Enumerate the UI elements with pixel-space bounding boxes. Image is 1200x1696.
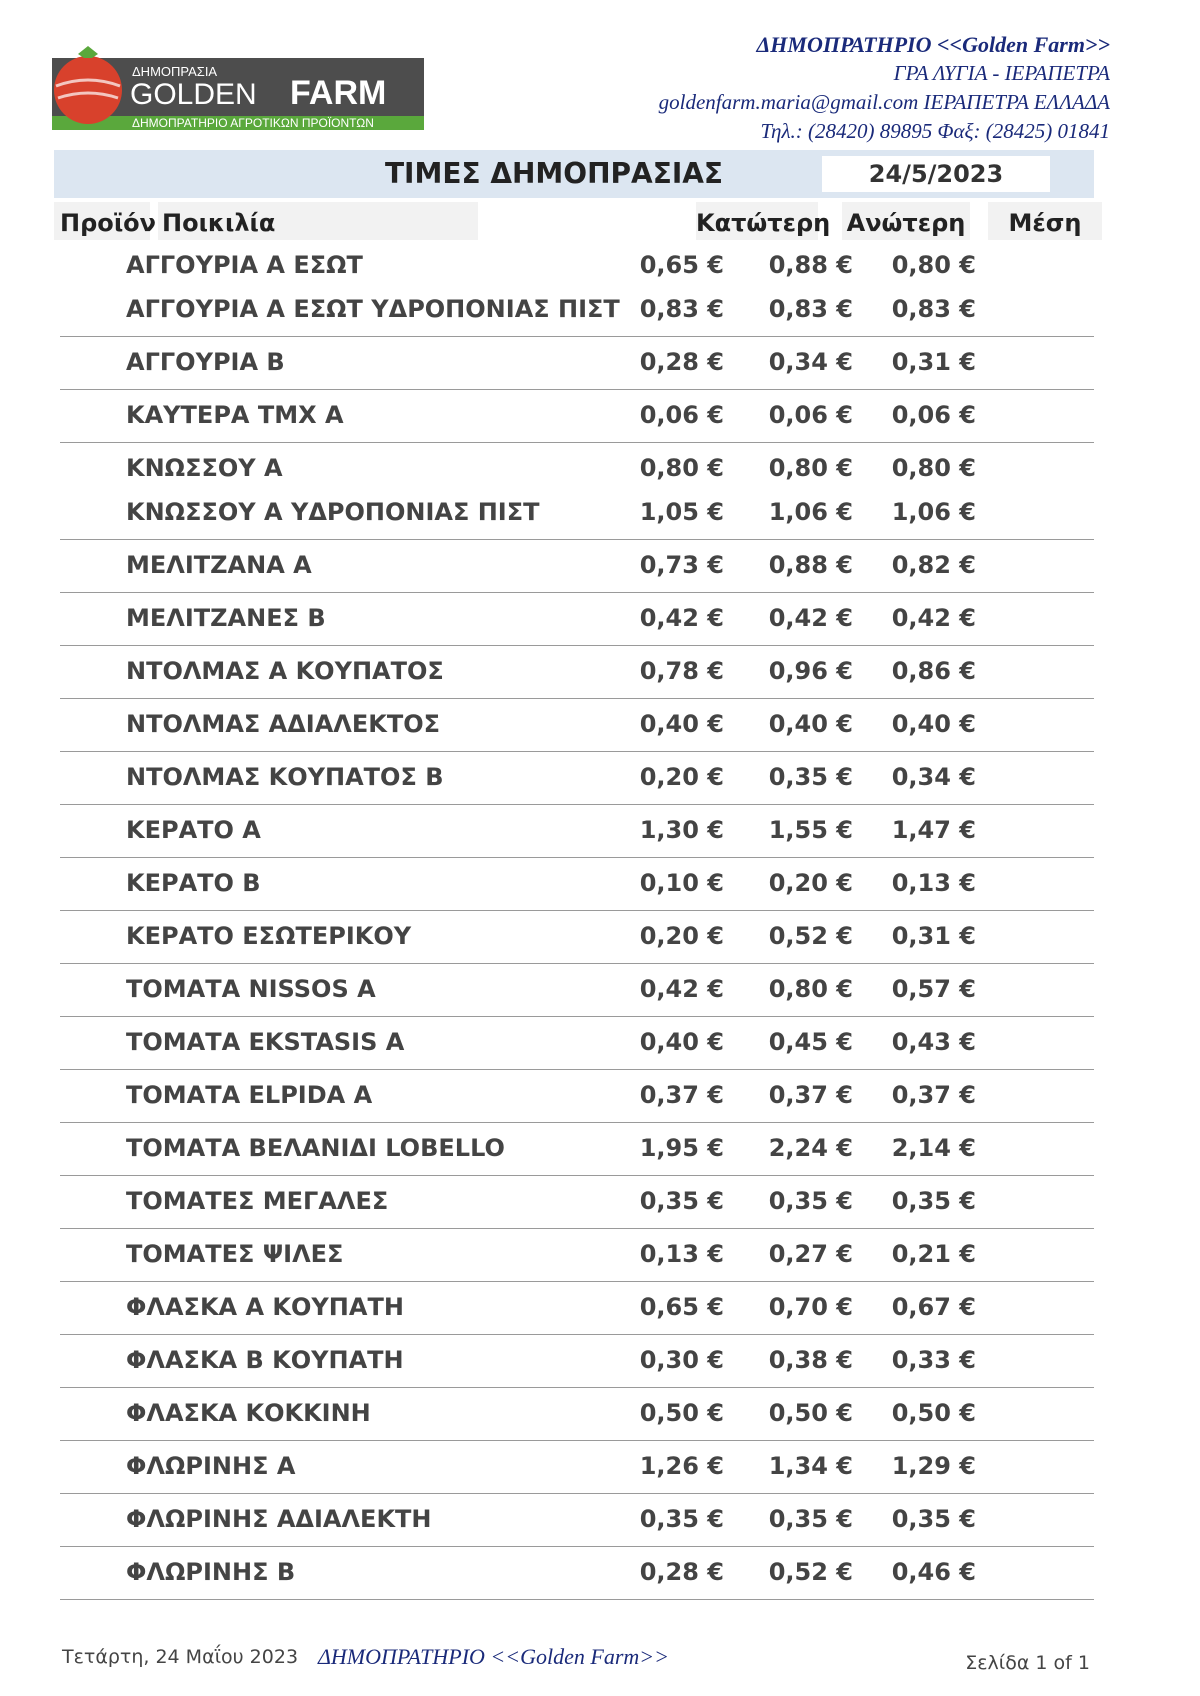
tomato-leaf-icon [78, 46, 98, 58]
tomato-icon [54, 56, 122, 124]
price-high: 0,50 € [768, 1399, 853, 1427]
auction-date: 24/5/2023 [822, 156, 1050, 192]
product-name: ΚΕΡΑΤΟ Α [126, 816, 261, 844]
table-row-group [60, 593, 1094, 646]
table-row [60, 543, 1094, 587]
price-low: 0,30 € [639, 1346, 724, 1374]
price-high: 0,80 € [768, 975, 853, 1003]
product-name: ΤΟΜΑΤΑ ΒΕΛΑΝΙΔΙ LOBELLO [126, 1134, 505, 1162]
contact-block [659, 30, 1110, 146]
price-high: 0,38 € [768, 1346, 853, 1374]
golden-farm-logo [52, 46, 424, 130]
product-name: ΚΑΥΤΕΡΑ ΤΜΧ Α [126, 401, 344, 429]
price-avg: 1,47 € [891, 816, 976, 844]
logo-brand-left: GOLDEN [130, 78, 257, 111]
price-high: 0,06 € [768, 401, 853, 429]
product-name: ΝΤΟΛΜΑΣ ΚΟΥΠΑΤΟΣ Β [126, 763, 444, 791]
price-low: 1,95 € [639, 1134, 724, 1162]
price-avg: 0,34 € [891, 763, 976, 791]
price-avg: 0,35 € [891, 1187, 976, 1215]
price-avg: 0,42 € [891, 604, 976, 632]
table-row-group [60, 911, 1094, 964]
product-name: ΑΓΓΟΥΡΙΑ Α ΕΣΩΤ ΥΔΡΟΠΟΝΙΑΣ ΠΙΣΤ [126, 295, 620, 323]
product-name: ΦΛΑΣΚΑ ΚΟΚΚΙΝΗ [126, 1399, 371, 1427]
table-row-group [60, 1282, 1094, 1335]
product-name: ΜΕΛΙΤΖΑΝΕΣ Β [126, 604, 326, 632]
table-row [60, 1179, 1094, 1223]
table-row-group [60, 337, 1094, 390]
table-row [60, 967, 1094, 1011]
price-high: 0,35 € [768, 1505, 853, 1533]
table-row-group [60, 443, 1094, 540]
table-row [60, 1497, 1094, 1541]
logo-tagline: ΔΗΜΟΠΡΑΤΗΡΙΟ ΑΓΡΟΤΙΚΩΝ ΠΡΟΪΟΝΤΩΝ [132, 116, 374, 130]
table-row-group [60, 1176, 1094, 1229]
product-name: ΤΟΜΑΤΕΣ ΜΕΓΑΛΕΣ [126, 1187, 389, 1215]
price-avg: 0,80 € [891, 454, 976, 482]
price-low: 0,10 € [639, 869, 724, 897]
price-avg: 0,50 € [891, 1399, 976, 1427]
logo-small-text: ΔΗΜΟΠΡΑΣΙΑ [132, 64, 218, 79]
table-row [60, 1126, 1094, 1170]
footer-org: ΔΗΜΟΠΡΑΤΗΡΙΟ <<Golden Farm>> [318, 1644, 669, 1669]
table-row [60, 1338, 1094, 1382]
table-row [60, 1391, 1094, 1435]
product-name: ΚΝΩΣΣΟΥ Α [126, 454, 283, 482]
table-row-group [60, 540, 1094, 593]
table-row [60, 702, 1094, 746]
price-high: 0,20 € [768, 869, 853, 897]
product-name: ΑΓΓΟΥΡΙΑ Β [126, 348, 285, 376]
table-row [60, 1285, 1094, 1329]
price-high: 0,70 € [768, 1293, 853, 1321]
table-row [60, 808, 1094, 852]
price-avg: 2,14 € [891, 1134, 976, 1162]
price-high: 0,40 € [768, 710, 853, 738]
table-row [60, 243, 1094, 287]
price-table [60, 240, 1094, 1600]
price-low: 0,28 € [639, 348, 724, 376]
product-name: ΚΕΡΑΤΟ Β [126, 869, 261, 897]
table-row [60, 446, 1094, 490]
product-name: ΦΛΩΡΙΝΗΣ Α [126, 1452, 296, 1480]
contact-phone: Τηλ.: (28420) 89895 Φαξ: (28425) 01841 [760, 119, 1110, 143]
price-high: 0,42 € [768, 604, 853, 632]
price-low: 1,26 € [639, 1452, 724, 1480]
price-high: 0,88 € [768, 251, 853, 279]
price-low: 0,65 € [639, 251, 724, 279]
price-low: 1,05 € [639, 498, 724, 526]
table-row-group [60, 752, 1094, 805]
price-low: 0,28 € [639, 1558, 724, 1586]
price-avg: 0,37 € [891, 1081, 976, 1109]
header-avg: Μέση [988, 202, 1102, 240]
price-high: 0,35 € [768, 763, 853, 791]
table-row-group [60, 964, 1094, 1017]
price-low: 0,20 € [639, 763, 724, 791]
price-avg: 0,35 € [891, 1505, 976, 1533]
price-low: 0,06 € [639, 401, 724, 429]
product-name: ΝΤΟΛΜΑΣ Α ΚΟΥΠΑΤΟΣ [126, 657, 444, 685]
header-low: Κατώτερη [696, 202, 818, 240]
price-high: 0,80 € [768, 454, 853, 482]
table-row [60, 649, 1094, 693]
product-name: ΤΟΜΑΤΑ ELPIDA A [126, 1081, 373, 1109]
contact-email: goldenfarm.maria@gmail.com ΙΕΡΑΠΕΤΡΑ ΕΛΛΑΔΑ [658, 90, 1110, 114]
table-row-group [60, 1441, 1094, 1494]
logo-brand-right: FARM [290, 74, 387, 112]
price-high: 0,37 € [768, 1081, 853, 1109]
price-low: 0,42 € [639, 604, 724, 632]
price-avg: 0,33 € [891, 1346, 976, 1374]
price-high: 0,34 € [768, 348, 853, 376]
table-row-group [60, 1017, 1094, 1070]
table-row [60, 490, 1094, 534]
table-row [60, 1550, 1094, 1594]
table-row-group [60, 646, 1094, 699]
footer-date: Τετάρτη, 24 Μαΐου 2023 [62, 1646, 299, 1668]
product-name: ΝΤΟΛΜΑΣ ΑΔΙΑΛΕΚΤΟΣ [126, 710, 441, 738]
price-low: 0,65 € [639, 1293, 724, 1321]
table-row-group [60, 805, 1094, 858]
header-high: Ανώτερη [842, 202, 970, 240]
price-low: 0,13 € [639, 1240, 724, 1268]
price-avg: 0,31 € [891, 922, 976, 950]
price-high: 1,06 € [768, 498, 853, 526]
table-row-group [60, 1388, 1094, 1441]
product-name: ΦΛΩΡΙΝΗΣ ΑΔΙΑΛΕΚΤΗ [126, 1505, 432, 1533]
price-avg: 0,43 € [891, 1028, 976, 1056]
table-row [60, 1444, 1094, 1488]
table-row [60, 1073, 1094, 1117]
product-name: ΤΟΜΑΤΕΣ ΨΙΛΕΣ [126, 1240, 344, 1268]
price-high: 0,27 € [768, 1240, 853, 1268]
price-high: 0,52 € [768, 922, 853, 950]
price-avg: 0,06 € [891, 401, 976, 429]
table-row [60, 1232, 1094, 1276]
price-low: 0,50 € [639, 1399, 724, 1427]
title-banner [54, 150, 1094, 198]
table-row-group [60, 390, 1094, 443]
header-variety: Ποικιλία [158, 202, 478, 240]
price-avg: 0,46 € [891, 1558, 976, 1586]
price-low: 0,80 € [639, 454, 724, 482]
footer-page-number: Σελίδα 1 of 1 [965, 1652, 1090, 1674]
price-avg: 0,21 € [891, 1240, 976, 1268]
table-row-group [60, 858, 1094, 911]
price-low: 0,40 € [639, 1028, 724, 1056]
price-low: 0,83 € [639, 295, 724, 323]
price-avg: 0,13 € [891, 869, 976, 897]
price-high: 0,35 € [768, 1187, 853, 1215]
price-high: 0,88 € [768, 551, 853, 579]
price-avg: 1,06 € [891, 498, 976, 526]
product-name: ΦΛΑΣΚΑ Α ΚΟΥΠΑΤΗ [126, 1293, 404, 1321]
table-row [60, 861, 1094, 905]
price-low: 0,35 € [639, 1505, 724, 1533]
product-name: ΚΝΩΣΣΟΥ Α ΥΔΡΟΠΟΝΙΑΣ ΠΙΣΤ [126, 498, 540, 526]
product-name: ΜΕΛΙΤΖΑΝΑ Α [126, 551, 312, 579]
price-high: 1,55 € [768, 816, 853, 844]
price-low: 0,78 € [639, 657, 724, 685]
product-name: ΦΛΩΡΙΝΗΣ Β [126, 1558, 296, 1586]
price-avg: 0,31 € [891, 348, 976, 376]
table-row [60, 340, 1094, 384]
price-avg: 0,80 € [891, 251, 976, 279]
contact-address: ΓΡΑ ΛΥΓΙΑ - ΙΕΡΑΠΕΤΡΑ [893, 61, 1110, 85]
price-high: 1,34 € [768, 1452, 853, 1480]
table-row-group [60, 1070, 1094, 1123]
price-high: 0,83 € [768, 295, 853, 323]
table-row [60, 755, 1094, 799]
price-avg: 0,67 € [891, 1293, 976, 1321]
price-avg: 0,86 € [891, 657, 976, 685]
table-row [60, 914, 1094, 958]
price-avg: 1,29 € [891, 1452, 976, 1480]
product-name: ΤΟΜΑΤΑ EKSTASIS A [126, 1028, 405, 1056]
price-high: 0,45 € [768, 1028, 853, 1056]
table-row-group [60, 1229, 1094, 1282]
contact-org: ΔΗΜΟΠΡΑΤΗΡΙΟ <<Golden Farm>> [756, 32, 1110, 57]
price-low: 0,20 € [639, 922, 724, 950]
price-avg: 0,83 € [891, 295, 976, 323]
product-name: ΦΛΑΣΚΑ Β ΚΟΥΠΑΤΗ [126, 1346, 404, 1374]
table-row-group [60, 699, 1094, 752]
page-title: ΤΙΜΕΣ ΔΗΜΟΠΡΑΣΙΑΣ [384, 157, 724, 190]
table-row-group [60, 240, 1094, 337]
table-row-group [60, 1494, 1094, 1547]
product-name: ΚΕΡΑΤΟ ΕΣΩΤΕΡΙΚΟΥ [126, 922, 412, 950]
price-avg: 0,82 € [891, 551, 976, 579]
table-row [60, 393, 1094, 437]
price-high: 2,24 € [768, 1134, 853, 1162]
product-name: ΤΟΜΑΤΑ NISSOS A [126, 975, 376, 1003]
table-row [60, 1020, 1094, 1064]
table-row-group [60, 1123, 1094, 1176]
price-low: 0,35 € [639, 1187, 724, 1215]
price-high: 0,96 € [768, 657, 853, 685]
price-avg: 0,57 € [891, 975, 976, 1003]
table-row [60, 596, 1094, 640]
price-low: 0,42 € [639, 975, 724, 1003]
price-low: 1,30 € [639, 816, 724, 844]
table-row-group [60, 1547, 1094, 1600]
price-avg: 0,40 € [891, 710, 976, 738]
price-low: 0,73 € [639, 551, 724, 579]
price-low: 0,40 € [639, 710, 724, 738]
header-product: Προϊόν [54, 202, 150, 240]
product-name: ΑΓΓΟΥΡΙΑ Α ΕΣΩΤ [126, 251, 363, 279]
table-row-group [60, 1335, 1094, 1388]
price-low: 0,37 € [639, 1081, 724, 1109]
table-row [60, 287, 1094, 331]
price-high: 0,52 € [768, 1558, 853, 1586]
